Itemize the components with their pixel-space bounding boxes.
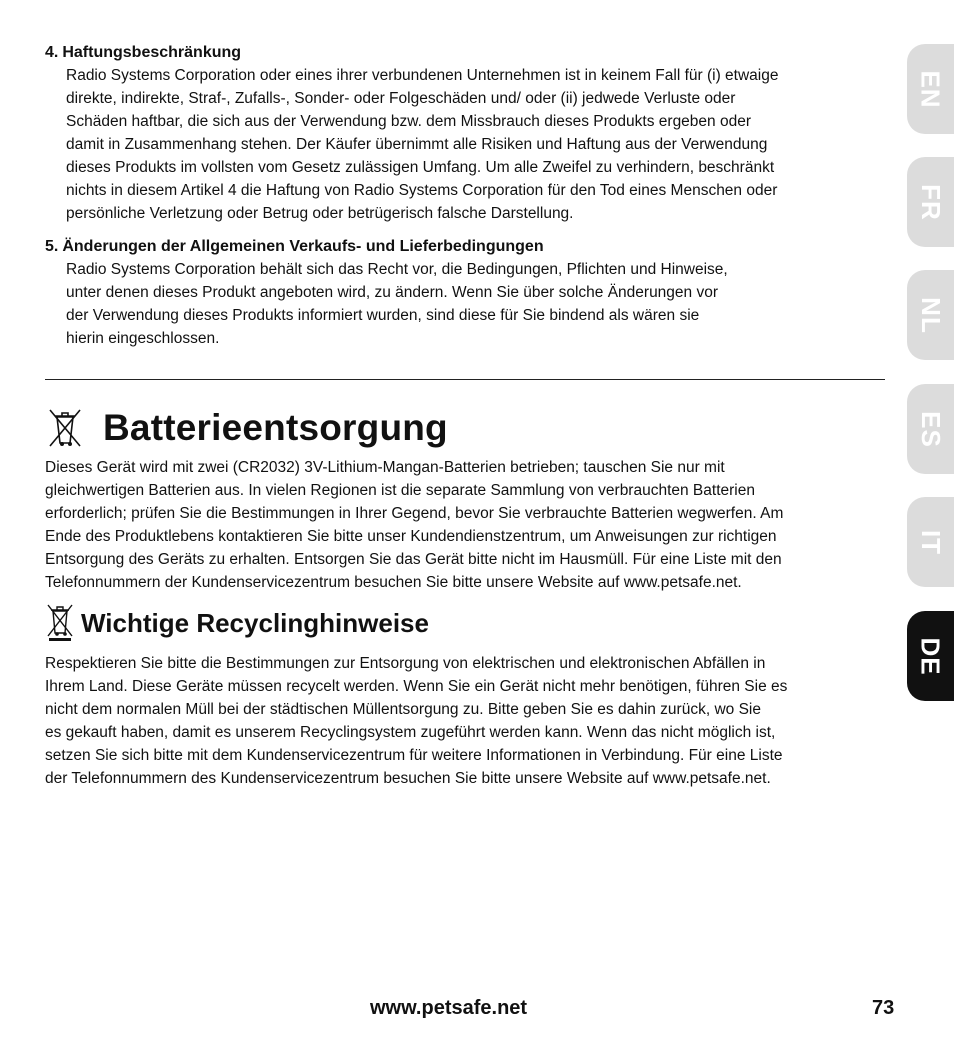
language-tab-label: EN	[916, 69, 946, 109]
text-line: dieses Produkts im vollsten vom Gesetz zulässigen Umfang. Um alle Zweifel zu verhindern, beschränkt	[66, 159, 775, 176]
text-line: direkte, indirekte, Straf-, Zufalls-, Sonder- oder Folgeschäden und/ oder (ii) jedwede Verluste oder	[66, 90, 736, 107]
battery-heading-text: Batterieentsorgung	[103, 407, 448, 448]
battery-heading	[45, 400, 448, 456]
section-divider	[45, 379, 885, 380]
recycling-heading	[45, 603, 429, 643]
section-title: Änderungen der Allgemeinen Verkaufs- und Lieferbedingungen	[62, 238, 544, 255]
text-line: Radio Systems Corporation oder eines ihrer verbundenen Unternehmen ist in keinem Fall für (i) etwaige	[66, 67, 779, 84]
battery-paragraph	[45, 456, 895, 594]
section-changes	[45, 235, 885, 350]
language-tab-label: DE	[916, 636, 946, 676]
section-heading-liability	[45, 41, 885, 64]
section-liability	[45, 41, 885, 225]
section-heading-changes	[45, 235, 885, 258]
language-tab-it[interactable]	[907, 497, 954, 587]
text-line: damit in Zusammenhang stehen. Der Käufer übernimmt alle Risiken und Haftung aus der Verwendung	[66, 136, 768, 153]
text-line: erforderlich; prüfen Sie die Bestimmungen in Ihrer Gegend, bevor Sie verbrauchte Batterien wegwerfen. Am	[45, 505, 784, 522]
crossed-out-bin-icon	[45, 603, 75, 643]
text-line: hierin eingeschlossen.	[66, 330, 220, 347]
language-tab-label: ES	[916, 410, 946, 448]
language-tab-label: IT	[915, 529, 946, 555]
text-line: Ende des Produktlebens kontaktieren Sie bitte unser Kundendienstzentrum, um Anweisungen zur richtigen	[45, 528, 777, 545]
language-tab-label: NL	[915, 296, 946, 334]
language-tab-es[interactable]	[907, 384, 954, 474]
text-line: der Telefonnummern des Kundenservicezentrum besuchen Sie bitte unsere Website auf www.petsafe.net.	[45, 770, 771, 787]
text-line: der Verwendung dieses Produkts informiert wurden, sind diese für Sie bindend als wären sie	[66, 307, 700, 324]
text-line: gleichwertigen Batterien aus. In vielen Regionen ist die separate Sammlung von verbrauchten Batterien	[45, 482, 755, 499]
text-line: nichts in diesem Artikel 4 die Haftung von Radio Systems Corporation für den Tod eines Menschen oder	[66, 182, 778, 199]
section-number: 5.	[45, 238, 59, 255]
language-tab-nl[interactable]	[907, 270, 954, 360]
section-title: Haftungsbeschränkung	[62, 44, 242, 61]
paragraph-liability	[45, 64, 885, 225]
text-line: Telefonnummern der Kundenservicezentrum besuchen Sie bitte unsere Website auf www.petsafe.net.	[45, 574, 742, 591]
text-line: unter denen dieses Produkt angeboten wird, zu ändern. Wenn Sie über solche Änderungen vor	[66, 284, 719, 301]
language-tab-fr[interactable]	[907, 157, 954, 247]
text-line: Schäden haftbar, die sich aus der Verwendung bzw. dem Missbrauch dieses Produkts ergeben oder	[66, 113, 751, 130]
section-number: 4.	[45, 44, 59, 61]
crossed-out-bin-icon	[45, 407, 85, 449]
language-tab-en[interactable]	[907, 44, 954, 134]
text-line: persönliche Verletzung oder Betrug oder betrügerisch falsche Darstellung.	[66, 205, 574, 222]
page-number: 73	[872, 997, 895, 1019]
language-tab-de[interactable]	[907, 611, 954, 701]
text-line: nicht dem normalen Müll bei der städtischen Müllentsorgung zu. Bitte geben Sie es dahin zurück, wo Sie	[45, 701, 761, 718]
text-line: Entsorgung des Geräts zu erhalten. Entsorgen Sie das Gerät bitte nicht im Hausmüll. Für eine Liste mit den	[45, 551, 782, 568]
text-line: Respektieren Sie bitte die Bestimmungen zur Entsorgung von elektrischen und elektronischen Abfällen in	[45, 655, 766, 672]
paragraph-changes	[45, 258, 885, 350]
language-tab-label: FR	[915, 183, 946, 221]
recycling-paragraph	[45, 652, 895, 790]
text-line: Dieses Gerät wird mit zwei (CR2032) 3V-Lithium-Mangan-Batterien betrieben; tauschen Sie nur mit	[45, 459, 725, 476]
text-line: Radio Systems Corporation behält sich das Recht vor, die Bedingungen, Pflichten und Hinweise,	[66, 261, 728, 278]
text-line: Ihrem Land. Diese Geräte müssen recycelt werden. Wenn Sie ein Gerät nicht mehr benötigen, führen Sie es	[45, 678, 788, 695]
text-line: setzen Sie sich bitte mit dem Kundenservicezentrum für weitere Informationen in Verbindung. Für eine Liste	[45, 747, 783, 764]
recycling-heading-text: Wichtige Recyclinghinweise	[81, 607, 429, 638]
text-line: es gekauft haben, damit es unserem Recyclingsystem zugeführt werden kann. Wenn das nicht möglich ist,	[45, 724, 776, 741]
footer-url[interactable]: www.petsafe.net	[370, 997, 528, 1019]
